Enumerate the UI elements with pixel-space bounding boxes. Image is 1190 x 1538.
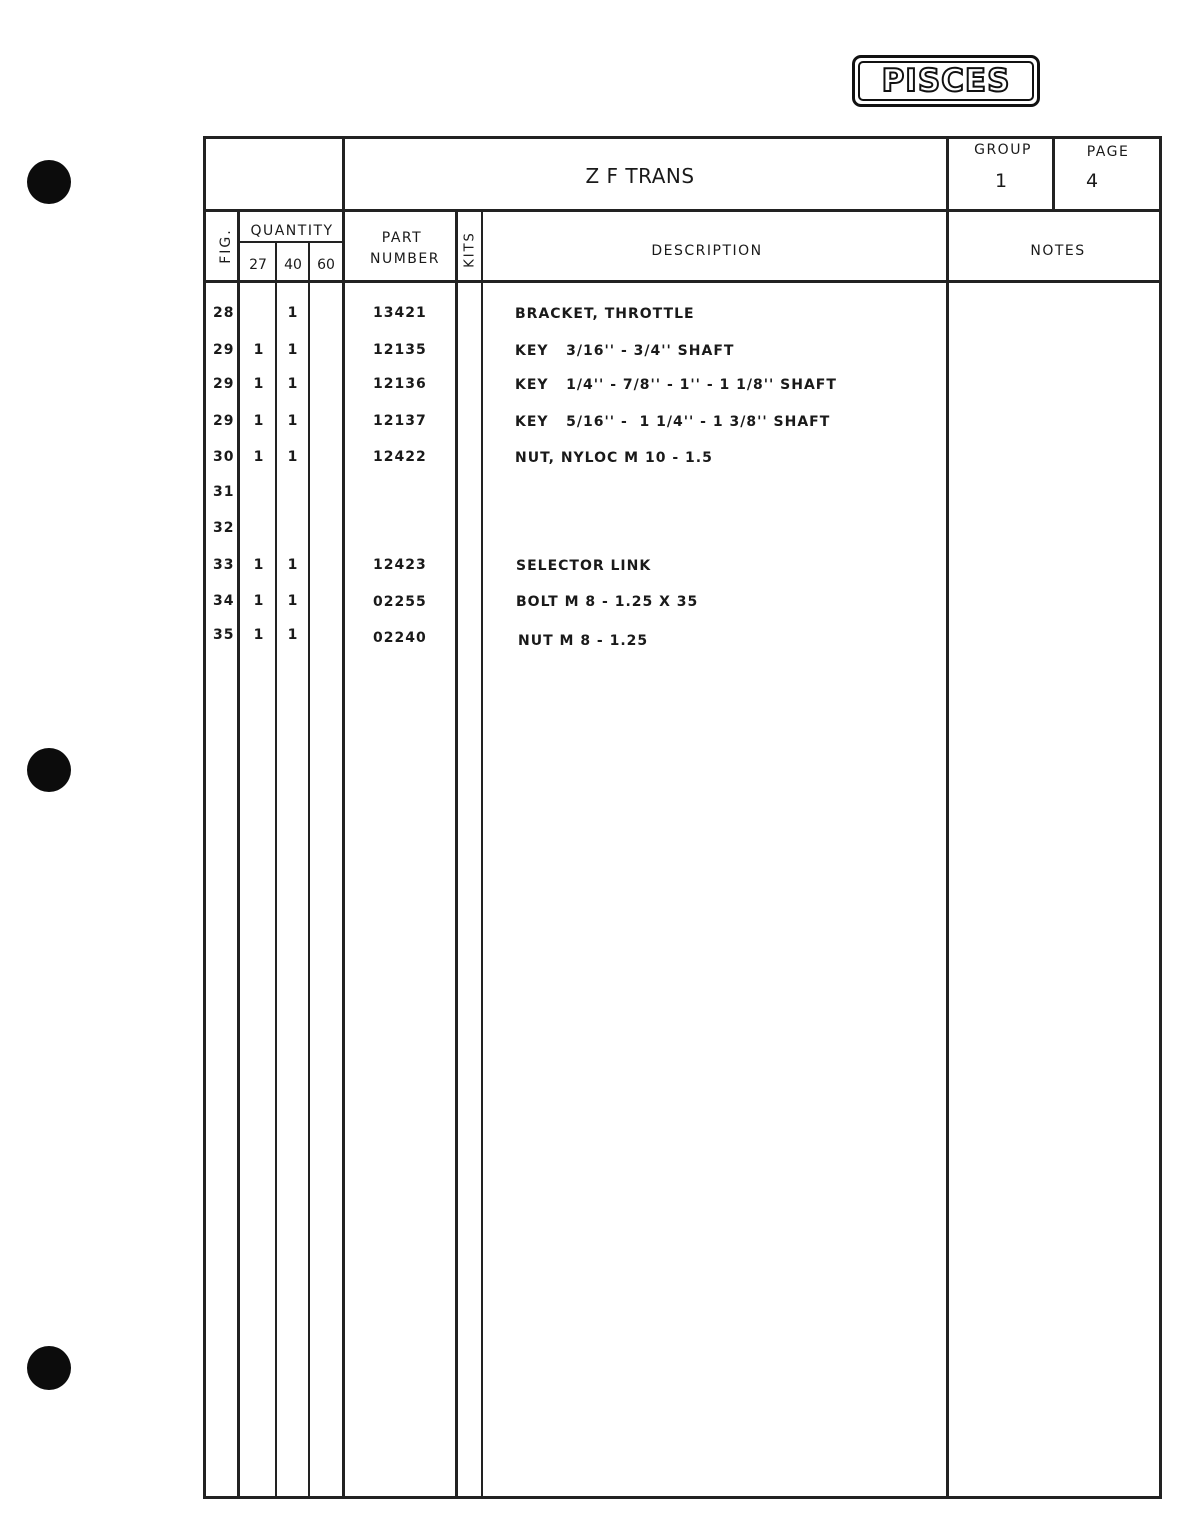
- notes-column-header: NOTES: [1030, 243, 1086, 259]
- fig-cell: 33: [213, 557, 235, 573]
- fig-column-header: FIG.: [218, 228, 234, 264]
- page-label: PAGE: [1086, 144, 1130, 160]
- fig-cell: 34: [213, 593, 235, 609]
- q27-cell: 1: [253, 413, 265, 429]
- column-header-divider: [203, 280, 1162, 283]
- group-page-divider: [1052, 136, 1055, 211]
- description-cell: NUT M 8 - 1.25: [518, 633, 649, 649]
- part-number-cell: 12136: [373, 376, 427, 392]
- title-right-divider: [946, 136, 949, 211]
- part-number-cell: 12422: [373, 449, 427, 465]
- description-cell: KEY 1/4'' - 7/8'' - 1'' - 1 1/8'' SHAFT: [515, 377, 837, 393]
- title-left-divider: [342, 136, 345, 211]
- pisces-logo: [852, 55, 1040, 107]
- q40-cell: 1: [287, 557, 299, 573]
- fig-cell: 31: [213, 484, 235, 500]
- q40-column-header: 40: [284, 257, 302, 273]
- part-number-cell: 12137: [373, 413, 427, 429]
- q27-cell: 1: [253, 449, 265, 465]
- part-number-cell: 02240: [373, 630, 427, 646]
- q60-column-header: 60: [317, 257, 335, 273]
- binder-hole-middle: [27, 748, 71, 792]
- part-number-cell: 02255: [373, 594, 427, 610]
- part-number-header-line1: PART: [381, 230, 423, 246]
- binder-hole-bottom: [27, 1346, 71, 1390]
- part-number-cell: 12135: [373, 342, 427, 358]
- fig-cell: 29: [213, 376, 235, 392]
- q40-cell: 1: [287, 342, 299, 358]
- quantity-column-header: QUANTITY: [250, 223, 334, 239]
- group-label: GROUP: [974, 142, 1032, 158]
- description-cell: NUT, NYLOC M 10 - 1.5: [515, 450, 713, 466]
- q27-cell: 1: [253, 627, 265, 643]
- fig-cell: 29: [213, 413, 235, 429]
- description-cell: BOLT M 8 - 1.25 X 35: [516, 594, 699, 610]
- q27-column-header: 27: [249, 257, 267, 273]
- q40-cell: 1: [287, 376, 299, 392]
- quantity-subheader-divider: [238, 241, 344, 243]
- parts-form-frame: [203, 136, 1162, 1499]
- kits-column-divider: [481, 283, 483, 1499]
- kits-header-divider: [481, 209, 483, 281]
- document-title: Z F TRANS: [585, 164, 695, 188]
- q40-cell: 1: [287, 305, 299, 321]
- description-cell: KEY 5/16'' - 1 1/4'' - 1 3/8'' SHAFT: [515, 414, 831, 430]
- fig-cell: 30: [213, 449, 235, 465]
- q40-cell: 1: [287, 627, 299, 643]
- binder-hole-top: [27, 160, 71, 204]
- part-column-divider: [455, 209, 458, 1499]
- description-cell: SELECTOR LINK: [516, 558, 652, 574]
- fig-cell: 35: [213, 627, 235, 643]
- fig-column-divider: [237, 209, 240, 1499]
- part-number-cell: 13421: [373, 305, 427, 321]
- description-column-divider: [946, 209, 949, 1499]
- q27-cell: 1: [253, 557, 265, 573]
- q40-cell: 1: [287, 413, 299, 429]
- q60-column-divider: [342, 209, 345, 1499]
- group-value: 1: [994, 170, 1008, 192]
- page-value: 4: [1085, 170, 1099, 192]
- part-number-header-line2: NUMBER: [370, 251, 440, 267]
- part-number-cell: 12423: [373, 557, 427, 573]
- fig-cell: 28: [213, 305, 235, 321]
- description-cell: BRACKET, THROTTLE: [515, 306, 695, 322]
- logo-text: PISCES: [858, 61, 1034, 101]
- description-column-header: DESCRIPTION: [651, 243, 763, 259]
- q27-column-divider: [275, 241, 277, 1499]
- q27-cell: 1: [253, 342, 265, 358]
- q40-column-divider: [308, 241, 310, 1499]
- fig-cell: 29: [213, 342, 235, 358]
- q40-cell: 1: [287, 449, 299, 465]
- q27-cell: 1: [253, 376, 265, 392]
- q40-cell: 1: [287, 593, 299, 609]
- description-cell: KEY 3/16'' - 3/4'' SHAFT: [515, 343, 735, 359]
- header-divider: [203, 209, 1162, 212]
- q27-cell: 1: [253, 593, 265, 609]
- fig-cell: 32: [213, 520, 235, 536]
- kits-column-header: KITS: [462, 231, 478, 268]
